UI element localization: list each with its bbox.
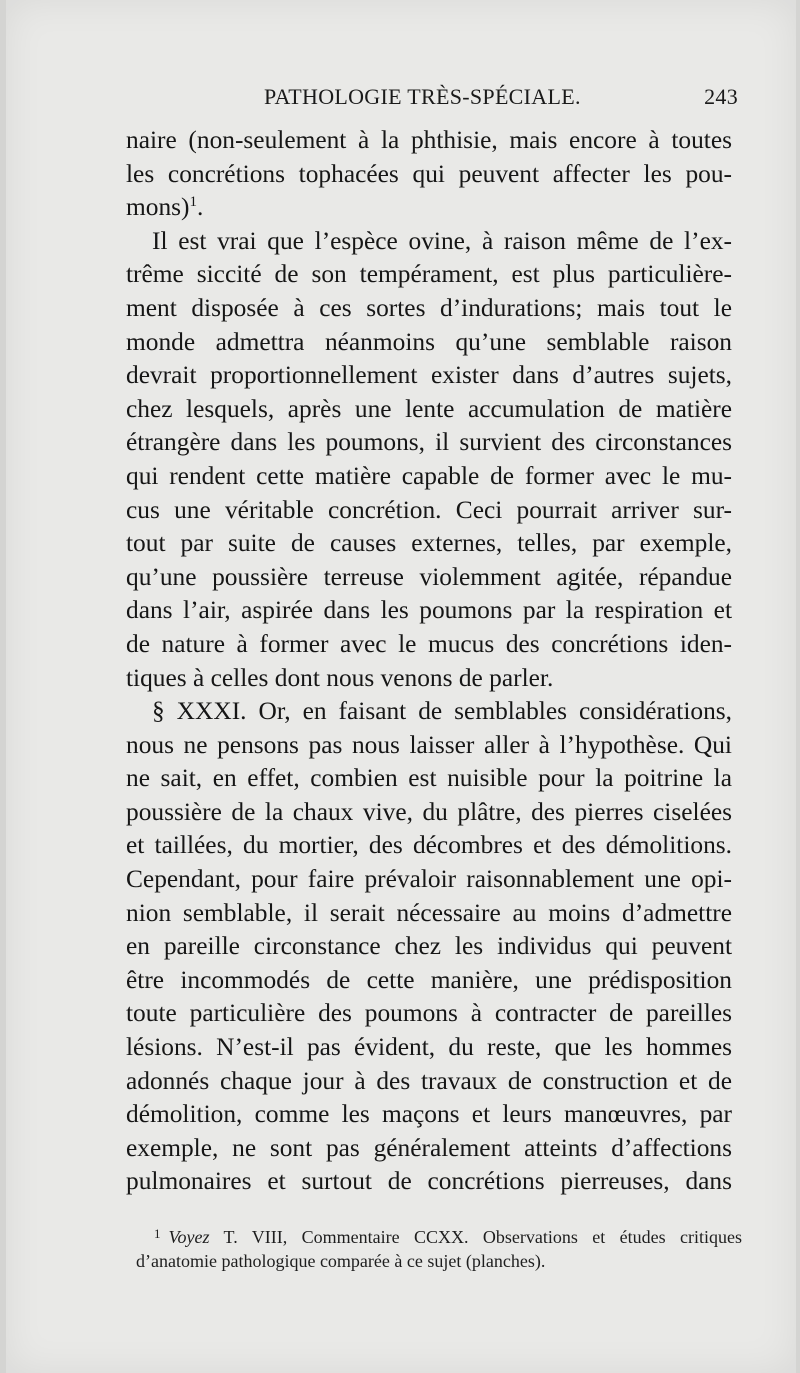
- page-header: [264, 84, 738, 118]
- text-line: tiques à celles dont nous venons de parler.: [126, 663, 554, 692]
- text-line: adonnés chaque jour à des travaux de construction et de: [126, 1066, 732, 1095]
- footnote-line: d’anatomie pathologique comparée à ce sujet (planches).: [136, 1251, 546, 1271]
- text-line: qui rendent cette matière capable de former avec le mu-: [126, 461, 732, 490]
- text-line: nion semblable, il serait nécessaire au moins d’admettre: [126, 898, 732, 927]
- text-line: de nature à former avec le mucus des concrétions iden-: [126, 629, 732, 658]
- footnote-italic-word: Voyez: [168, 1227, 210, 1247]
- text-line: dans l’air, aspirée dans les poumons par la respiration et: [126, 596, 732, 625]
- book-page: [6, 0, 796, 1373]
- footnote: [136, 1222, 742, 1273]
- footnote-ref-period: .: [196, 193, 204, 222]
- running-title: PATHOLOGIE TRÈS-SPÉCIALE.: [264, 84, 581, 109]
- footnote-line: [136, 1222, 742, 1249]
- text-line: cus une véritable concrétion. Ceci pourrait arriver sur-: [126, 495, 732, 524]
- text-line: en pareille circonstance chez les individus qui peuvent: [126, 932, 732, 961]
- text-line: qu’une poussière terreuse violemment agitée, répandue: [126, 562, 732, 591]
- paragraph-first-line: Il est vrai que l’espèce ovine, à raison même de l’ex-: [152, 226, 732, 255]
- text-line: trême siccité de son tempérament, est plus particulière-: [126, 260, 732, 289]
- text-line: ne sait, en effet, combien est nuisible pour la poitrine la: [126, 764, 732, 793]
- text-line: toute particulière des poumons à contracter de pareilles: [126, 999, 732, 1028]
- text-line: [126, 191, 732, 225]
- footnote-reference: 1: [189, 194, 197, 211]
- text-line: ment disposée à ces sortes d’indurations; mais tout le: [126, 293, 732, 322]
- text-line: étrangère dans les poumons, il survient des circonstances: [126, 428, 732, 457]
- text-line: chez lesquels, après une lente accumulation de matière: [126, 394, 732, 423]
- text-line: tout par suite de causes externes, telles, par exemple,: [126, 529, 732, 558]
- text-line: Cependant, pour faire prévaloir raisonnablement une opi-: [126, 865, 732, 894]
- text-line: pulmonaires et surtout de concrétions pierreuses, dans: [126, 1167, 732, 1196]
- text-line: monde admettra néanmoins qu’une semblable raison: [126, 327, 732, 356]
- text-line: lésions. N’est-il pas évident, du reste, que les hommes: [126, 1033, 732, 1062]
- text-line: nous ne pensons pas nous laisser aller à l’hypothèse. Qui: [126, 730, 732, 759]
- text-line: devrait proportionnellement exister dans d’autres sujets,: [126, 361, 732, 390]
- body-text: [126, 124, 732, 1199]
- footnote-marker: 1: [154, 1226, 161, 1241]
- text-line: et taillées, du mortier, des décombres et des démolitions.: [126, 831, 732, 860]
- text-line: poussière de la chaux vive, du plâtre, des pierres ciselées: [126, 797, 732, 826]
- page-number: 243: [704, 84, 738, 109]
- footnote-line1-text: T. VIII, Commentaire CCXX. Observations et études critiques: [223, 1227, 742, 1247]
- text-line: être incommodés de cette manière, une prédisposition: [126, 965, 732, 994]
- text-line: naire (non-seulement à la phthisie, mais encore à toutes: [126, 126, 732, 154]
- section-first-line: § XXXI. Or, en faisant de semblables considérations,: [152, 697, 732, 726]
- text-line-content: mons): [126, 193, 190, 222]
- text-line: démolition, comme les maçons et leurs manœuvres, par: [126, 1100, 732, 1129]
- text-line: les concrétions tophacées qui peuvent affecter les pou-: [126, 159, 732, 188]
- text-line: exemple, ne sont pas généralement atteints d’affections: [126, 1133, 732, 1162]
